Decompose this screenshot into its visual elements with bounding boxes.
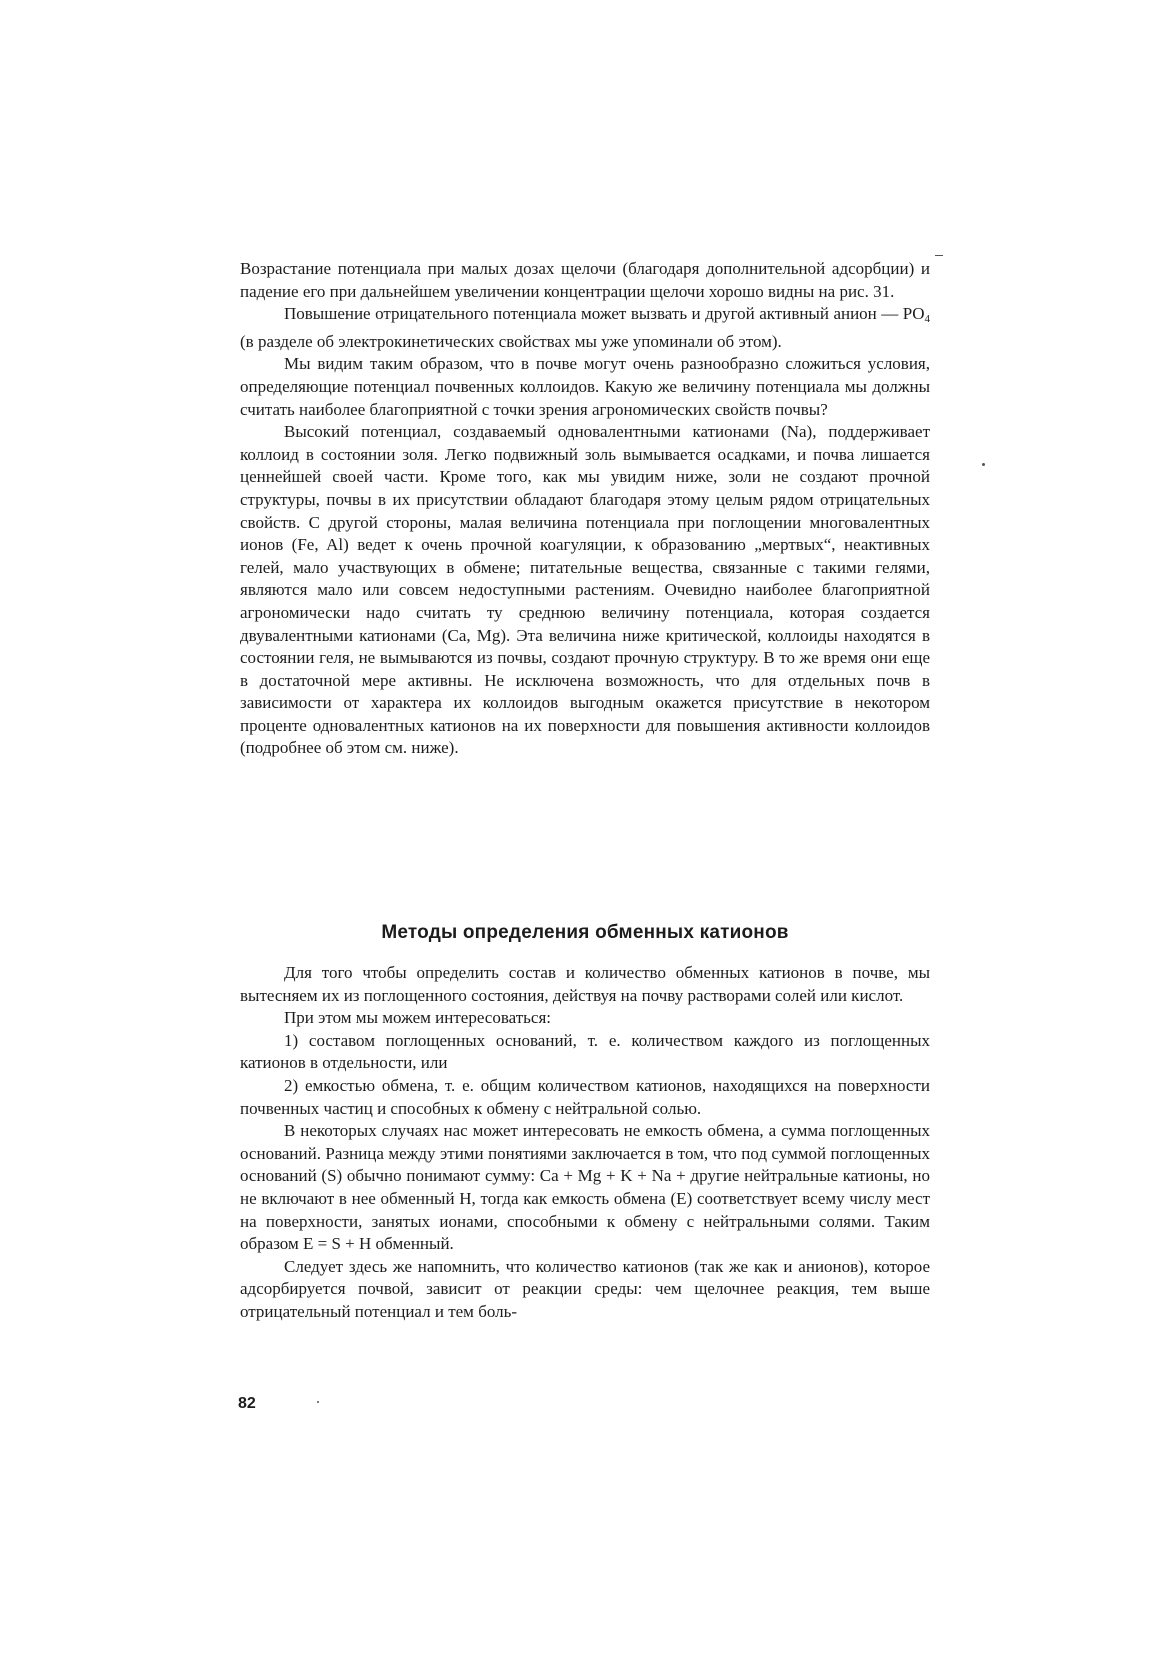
paragraph: При этом мы можем интересоваться:	[284, 1008, 552, 1028]
scan-speck	[982, 463, 985, 466]
paragraph-text: (в разделе об электрокинетических свойствах мы уже упоминали об этом).	[240, 331, 782, 351]
paragraph: Возрастание потенциала при малых дозах щелочи (благодаря дополнительной адсорбции) и падение его при дальнейшем увеличении концентрации щелочи хорошо видны на рис. 31.	[240, 259, 930, 301]
paragraph: Для того чтобы определить состав и количество обменных катионов в почве, мы вытесняем их из поглощенного состояния, действуя на почву растворами солей или кислот.	[240, 963, 930, 1005]
body-text-top	[240, 258, 930, 760]
body-text-bottom	[240, 962, 930, 1324]
page-number: 82	[238, 1395, 256, 1412]
paragraph-text: Повышение отрицательного потенциала может вызвать и другой активный анион — PO	[284, 304, 925, 324]
scan-speck	[935, 255, 943, 256]
paragraph: В некоторых случаях нас может интересовать не емкость обмена, а сумма поглощенных оснований. Разница между этими понятиями заключается в том, что под суммой поглощенных оснований (S) обычно понимают сумму: Ca + Mg + K + Na + другие нейтральные катионы, но не включают в нее обменный H, тогда как емкость обмена (E) соответствует всему числу мест на поверхности, занятых ионами, способными к обмену с нейтральными солями. Таким образом E = S + H обменный.	[240, 1121, 930, 1254]
paragraph: Мы видим таким образом, что в почве могут очень разнообразно сложиться условия, определяющие потенциал почвенных коллоидов. Какую же величину потенциала мы должны считать наиболее благоприятной с точки зрения агрономических свойств почвы?	[240, 354, 930, 419]
scan-speck	[317, 1401, 319, 1403]
section-heading: Методы определения обменных катионов	[381, 922, 789, 943]
paragraph: Следует здесь же напомнить, что количество катионов (так же как и анионов), которое адсорбируется почвой, зависит от реакции среды: чем щелочнее реакция, тем выше отрицательный потенциал и тем боль-	[240, 1256, 930, 1321]
list-item: 2) емкостью обмена, т. е. общим количеством катионов, находящихся на поверхности почвенных частиц и способных к обмену с нейтральной солью.	[240, 1075, 930, 1118]
subscript: 4	[924, 313, 930, 326]
paragraph	[240, 303, 930, 353]
list-item: 1) составом поглощенных оснований, т. е. количеством каждого из поглощенных катионов в отдельности, или	[240, 1030, 930, 1073]
paragraph: Высокий потенциал, создаваемый одновалентными катионами (Na), поддерживает коллоид в состоянии золя. Легко подвижный золь вымывается осадками, и почва лишается ценнейшей своей части. Кроме того, как мы увидим ниже, золи не создают прочной структуры, почвы в их присутствии обладают благодаря этому целым рядом отрицательных свойств. С другой стороны, малая величина потенциала при поглощении многовалентных ионов (Fe, Al) ведет к очень прочной коагуляции, к образованию „мертвых“, неактивных гелей, мало участвующих в обмене; питательные вещества, связанные с такими гелями, являются мало или совсем недоступными растениям. Очевидно наиболее благоприятной агрономически надо считать ту среднюю величину потенциала, которая создается двувалентными катионами (Ca, Mg). Эта величина ниже критической, коллоиды находятся в состоянии геля, не вымываются из почвы, создают прочную структуру. В то же время они еще в достаточной мере активны. Не исключена возможность, что для отдельных почв в зависимости от характера их коллоидов выгодным окажется присутствие в некотором проценте одновалентных катионов на их поверхности для повышения активности коллоидов (подробнее об этом см. ниже).	[240, 422, 930, 758]
